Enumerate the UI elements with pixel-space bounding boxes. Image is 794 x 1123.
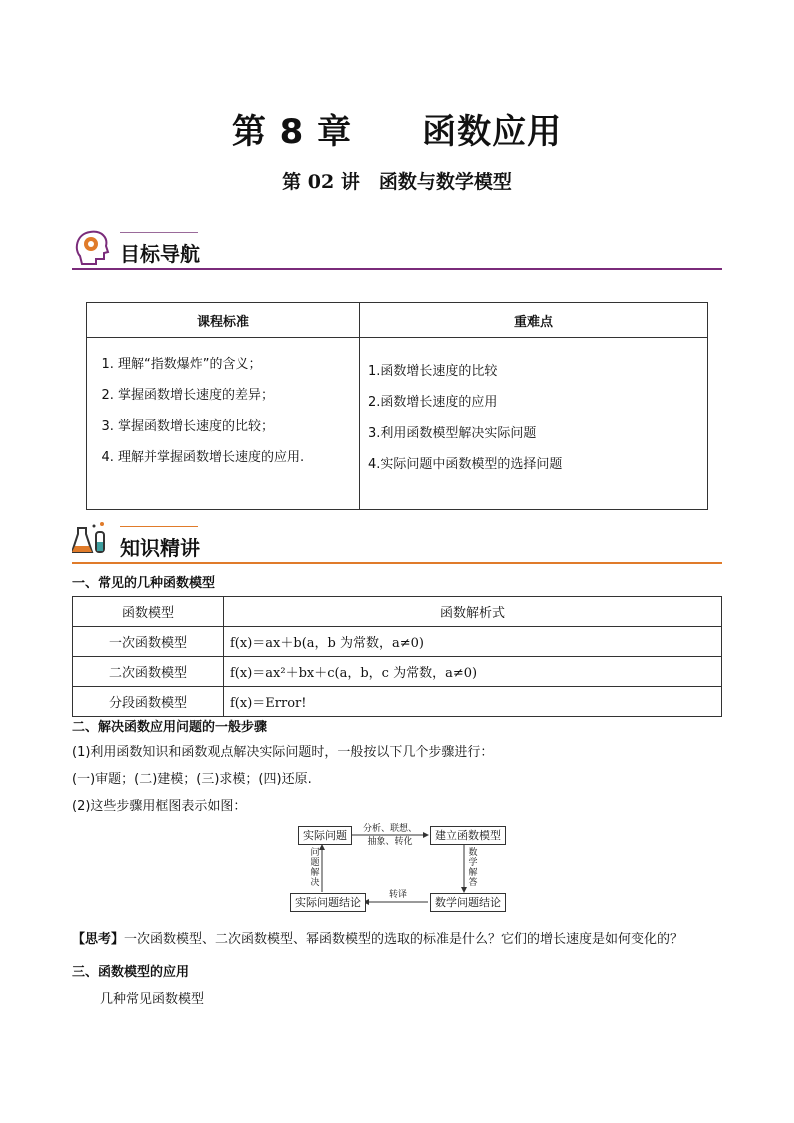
flow-label-analyze: 分析、联想、 [362, 824, 417, 834]
model-name: 一次函数模型 [73, 627, 224, 657]
goals-section-title: 目标导航 [120, 242, 200, 266]
think-tag: 【思考】 [72, 932, 125, 947]
flask-icon [72, 520, 112, 560]
knowledge-section-header [72, 526, 722, 564]
keypoint-item: 1.函数增长速度的比较 [368, 364, 498, 379]
flow-label-abstract: 抽象、转化 [367, 837, 413, 847]
keypoints-cell [360, 338, 708, 510]
flow-box-math-conclusion: 数学问题结论 [430, 893, 506, 912]
standard-item: 3. 掌握函数增长速度的比较； [118, 411, 358, 442]
chapter-title: 第 8 章 函数应用 [231, 112, 563, 152]
flow-box-build-model: 建立函数模型 [430, 826, 506, 845]
part2-line1: (1)利用函数知识和函数观点解决实际问题时，一般按以下几个步骤进行： [72, 745, 494, 760]
standard-item: 1. 理解“指数爆炸”的含义； [118, 349, 358, 380]
flow-label-problem-solve: 问题解决 [310, 848, 320, 888]
model-formula: f(x)＝ax＋b(a，b 为常数，a≠0) [224, 627, 722, 657]
models-table [72, 596, 722, 717]
model-formula: f(x)＝ax²＋bx＋c(a，b，c 为常数，a≠0) [224, 657, 722, 687]
keypoints-header: 重难点 [360, 303, 708, 338]
standard-item: 4. 理解并掌握函数增长速度的应用. [118, 442, 358, 473]
part2-line2: (一)审题；(二)建模；(三)求模；(四)还原. [72, 772, 312, 787]
table-row [73, 657, 722, 687]
lecture-title: 第 02 讲 函数与数学模型 [282, 171, 512, 193]
think-paragraph [72, 928, 683, 947]
keypoint-item: 2.函数增长速度的应用 [368, 395, 498, 410]
model-formula: f(x)＝Error! [224, 687, 722, 717]
standards-cell [87, 338, 360, 510]
keypoint-item: 4.实际问题中函数模型的选择问题 [368, 457, 563, 472]
think-text: 一次函数模型、二次函数模型、幂函数模型的选取的标准是什么？它们的增长速度是如何变化的？ [124, 932, 684, 947]
flow-label-math-solve: 数学解答 [468, 848, 478, 888]
standard-item: 2. 掌握函数增长速度的差异； [118, 380, 358, 411]
keypoint-item: 3.利用函数模型解决实际问题 [368, 426, 537, 441]
part1-heading: 一、常见的几种函数模型 [72, 576, 216, 591]
knowledge-section-title: 知识精讲 [120, 536, 200, 560]
table-row [73, 687, 722, 717]
goals-table [86, 302, 708, 510]
flow-label-translate: 转译 [388, 890, 407, 900]
head-gear-icon [72, 226, 112, 266]
models-header-model: 函数模型 [73, 597, 224, 627]
steps-flowchart [288, 822, 506, 914]
models-header-formula: 函数解析式 [224, 597, 722, 627]
flow-box-real-conclusion: 实际问题结论 [290, 893, 366, 912]
part3-heading: 三、函数模型的应用 [72, 965, 190, 980]
model-name: 二次函数模型 [73, 657, 224, 687]
flow-box-real-problem: 实际问题 [298, 826, 352, 845]
table-row [73, 627, 722, 657]
part3-sub: 几种常见函数模型 [100, 992, 205, 1007]
model-name: 分段函数模型 [73, 687, 224, 717]
part2-heading: 二、解决函数应用问题的一般步骤 [72, 720, 268, 735]
goals-section-header [72, 232, 722, 270]
standards-header: 课程标准 [87, 303, 360, 338]
part2-line3: (2)这些步骤用框图表示如图： [72, 799, 247, 814]
